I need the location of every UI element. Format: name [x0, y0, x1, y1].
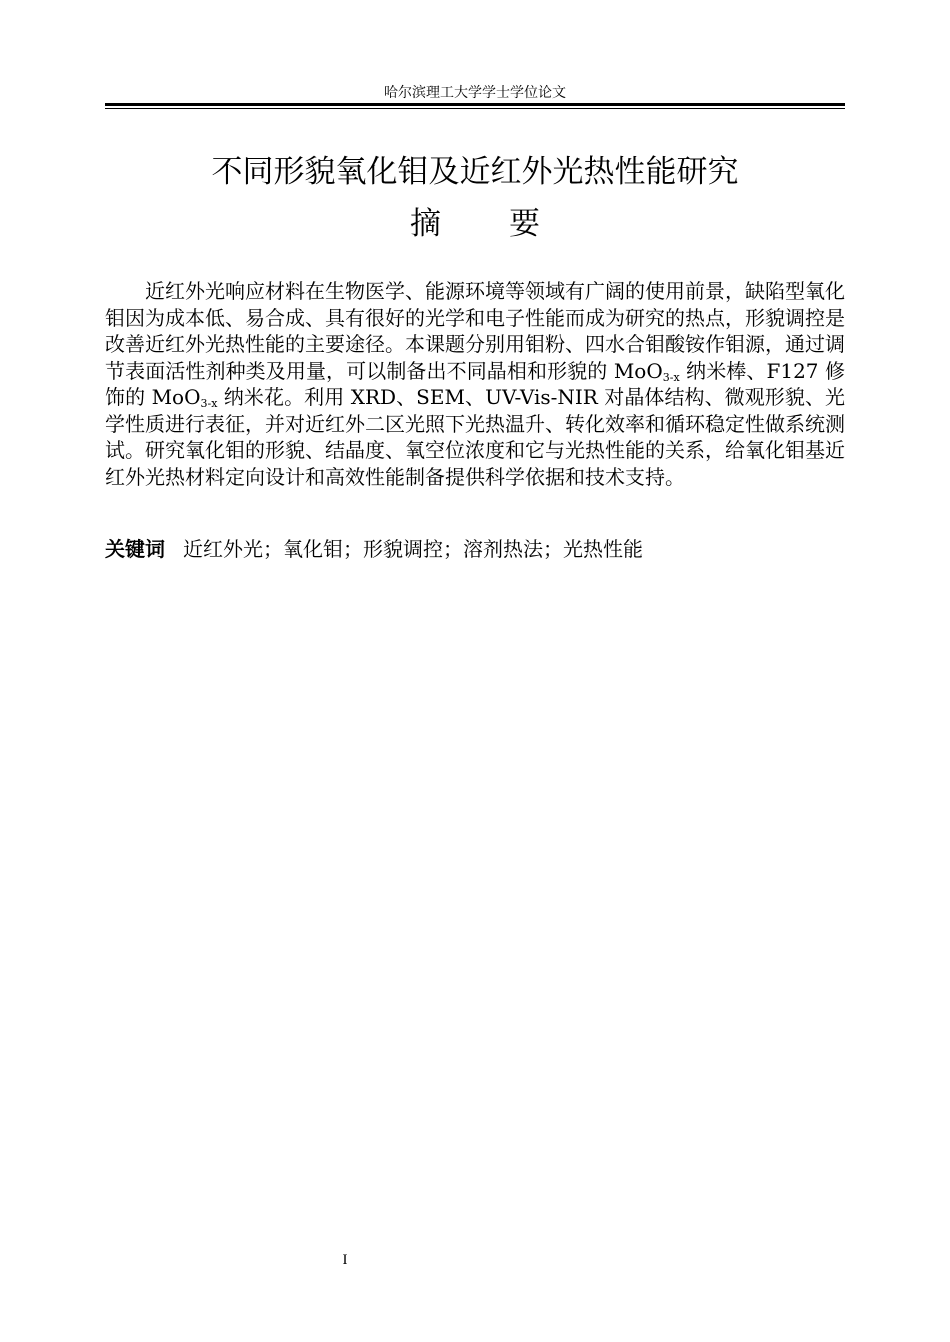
formula-moo3x-2: MoO$_{3-x}$	[151, 385, 218, 410]
keywords-label: 关键词	[105, 537, 165, 561]
thesis-title: 不同形貌氧化钼及近红外光热性能研究	[211, 154, 739, 190]
running-header: 哈尔滨理工大学学士学位论文	[384, 85, 566, 101]
keywords-line	[105, 536, 845, 562]
abstract-text-3: 纳米花。利用 XRD、SEM、UV-Vis-NIR 对晶体结构、微观形貌、光学性质进行表征，并对近红外二区光照下光热温升、转化效率和循环稳定性做系统测试。研究氧化钼的形貌、结晶度、氧空位浓度和它与光热性能的关系，给氧化钼基近红外光热材料定向设计和高效性能制备提供科学依据和技术支持。	[105, 385, 846, 489]
abstract-heading: 摘要	[410, 206, 608, 242]
abstract-text-2: 纳米棒、F127 修饰的	[105, 358, 845, 409]
header-rule-thin	[105, 108, 845, 109]
formula-moo3x-1: MoO$_{3-x}$	[613, 358, 680, 384]
abstract-paragraph	[105, 278, 845, 490]
abstract-text-1: 近红外光响应材料在生物医学、能源环境等领域有广阔的使用前景，缺陷型氧化钼因为成本低、易合成、具有很好的光学和电子性能而成为研究的热点，形貌调控是改善近红外光热性能的主要途径。本课题分别用钼粉、四水合钼酸铵作钼源，通过调节表面活性剂种类及用量，可以制备出不同晶相和形貌的	[105, 279, 845, 383]
header-rule-thick	[105, 103, 845, 106]
page-number: I	[342, 1252, 348, 1268]
keywords-text: 近红外光；氧化钼；形貌调控；溶剂热法；光热性能	[183, 537, 643, 561]
